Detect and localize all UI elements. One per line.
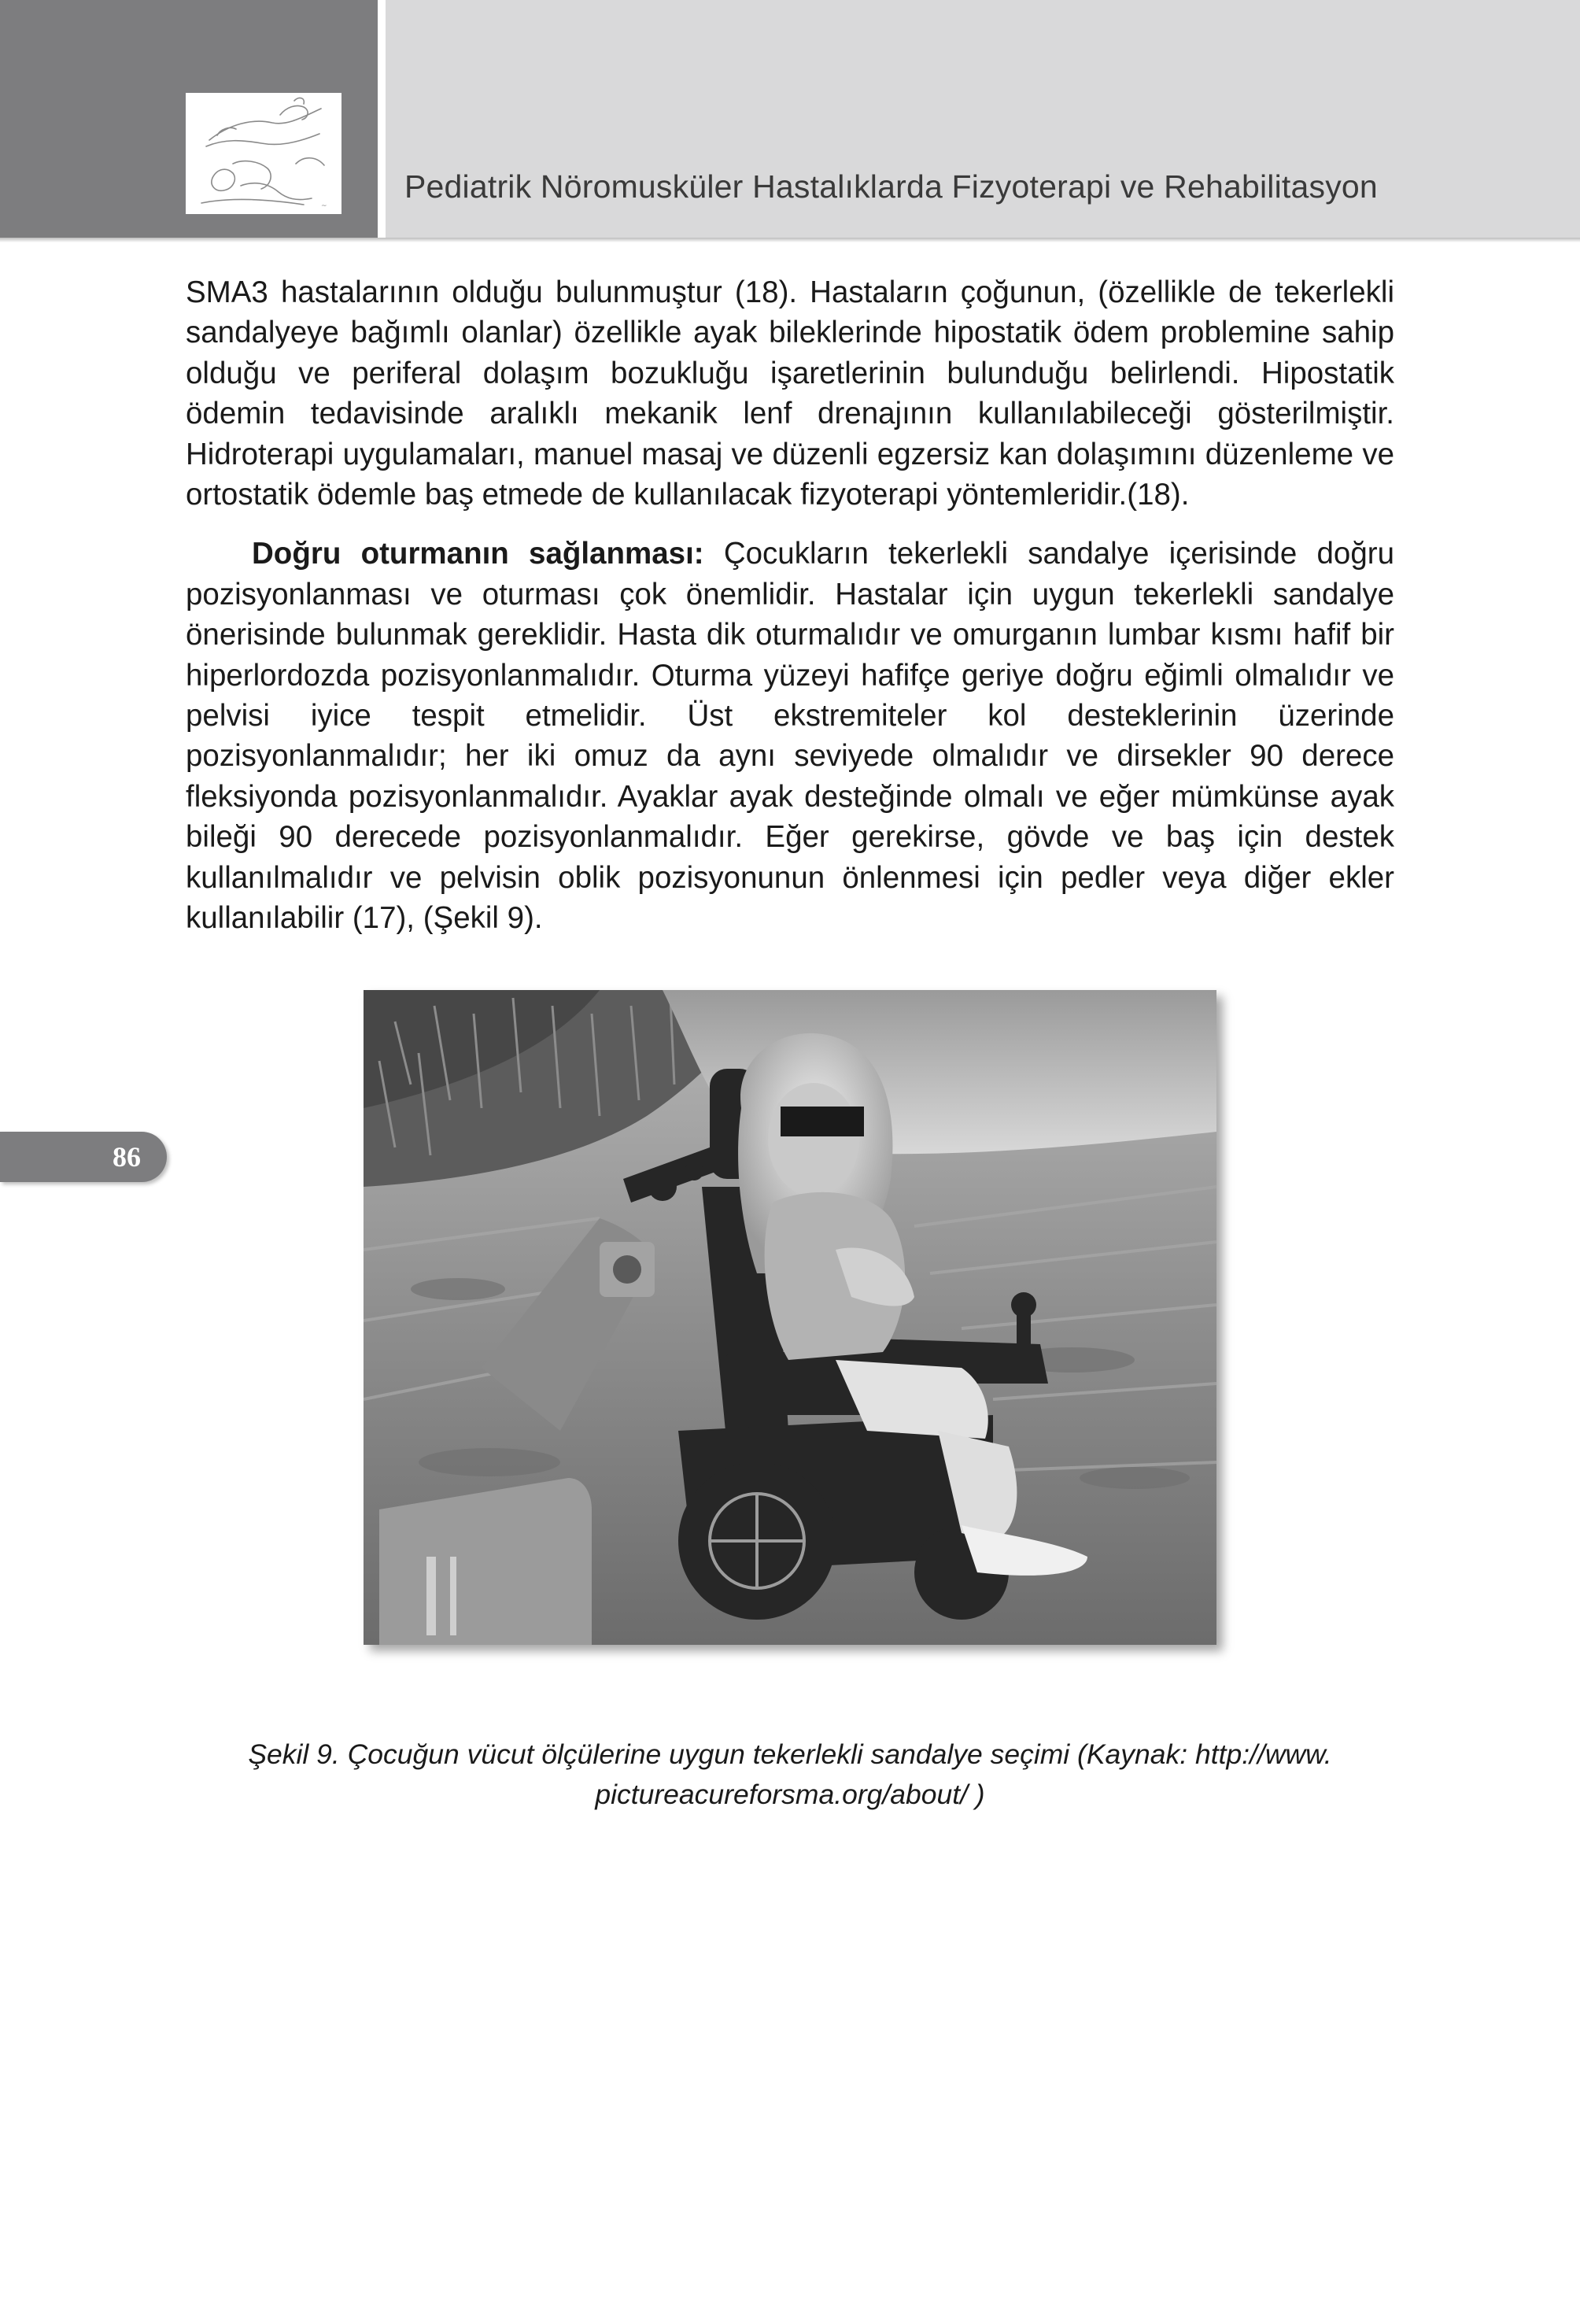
hand-drawing-icon: [186, 93, 341, 214]
book-logo-illustration: [186, 93, 341, 214]
figure-caption: [186, 1735, 1394, 1815]
paragraph-2-text: Çocukların tekerlekli sandalye içerisinde doğru pozisyonlanması ve oturması çok önemlidir. Hastalar için uygun tekerlekli sandalye önerisinde bulunmak gereklidir. Hasta dik oturmalıdır ve omurganın lumbar kısmı hafif bir hiperlordozda pozisyonlanmalıdır. Oturma yüzeyi hafifçe geriye doğru eğimli olmalıdır ve pelvisi iyice tespit etmelidir. Üst ekstremiteler kol desteklerinin üzerinde pozisyonlanmalıdır; her iki omuz da aynı seviyede olmalıdır ve dirsekler 90 derece fleksiyonda pozisyonlanmalıdır. Ayaklar ayak desteğinde olmalı ve eğer mümkünse ayak bileği 90 derecede pozisyonlanmalıdır. Eğer gerekirse, gövde ve baş için destek kullanılmalıdır ve pelvisin oblik pozisyonunun önlenmesi için pedler veya diğer ekler kullanılabilir (17), (Şekil 9).: [186, 537, 1394, 936]
running-header-title: Pediatrik Nöromusküler Hastalıklarda Fizyoterapi ve Rehabilitasyon: [404, 168, 1378, 205]
figure-caption-line-1: Şekil 9. Çocuğun vücut ölçülerine uygun tekerlekli sandalye seçimi (Kaynak: http://www.: [248, 1738, 1332, 1770]
body-text: [186, 272, 1394, 939]
child-in-wheelchair-photo: [364, 990, 1216, 1645]
figure-photo: [364, 990, 1216, 1645]
paragraph-1: SMA3 hastalarının olduğu bulunmuştur (18). Hastaların çoğunun, (özellikle de tekerlekli sandalyeye bağımlı olanlar) özellikle ayak bileklerinde hipostatik ödem problemine sahip olduğu ve periferal dolaşım bozukluğu işaretlerinin bulunduğu belirlendi. Hipostatik ödemin tedavisinde aralıklı mekanik lenf drenajının kullanılabileceği gösterilmiştir. Hidroterapi uygulamaları, manuel masaj ve düzenli egzersiz kan dolaşımını düzenleme ve ortostatik ödemle baş etmede de kullanılacak fizyoterapi yöntemleridir.(18).: [186, 275, 1394, 512]
header-divider: [0, 238, 1580, 242]
figure-caption-line-2: pictureacureforsma.org/about/ ): [595, 1779, 985, 1810]
paragraph-2-heading: Doğru oturmanın sağlanması:: [252, 537, 704, 571]
paragraph-2: [186, 534, 1394, 938]
page-number: 86: [113, 1141, 141, 1173]
svg-text:~: ~: [321, 202, 327, 210]
